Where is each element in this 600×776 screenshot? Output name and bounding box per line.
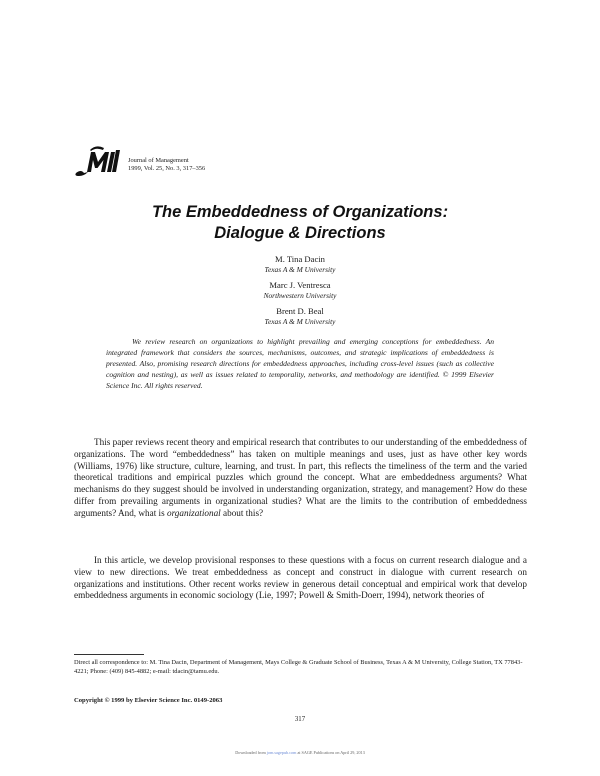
- article-title: [60, 202, 540, 244]
- body-text: This paper reviews recent theory and empirical research that contributes to our understanding of the embeddedness of organizations. The word “embeddedness” has taken on multiple meanings and uses, just as have other key words (Williams, 1976) like structure, culture, learning, and trust. In part, this reflects the timeliness of the term and the varied theoretical traditions and empirical puzzles which ground the concept. What are embeddedness arguments? What mechanisms do they suggest should be involved in understanding organization, strategy, and management? How do these differ from prevailing arguments in organizational studies? What are the limits to the contribution of embeddedness arguments? And, what is: [74, 437, 527, 518]
- author-affiliation: Texas A & M University: [264, 317, 336, 326]
- body-paragraph-1: [74, 437, 527, 520]
- author-name: Brent D. Beal: [276, 306, 324, 316]
- author-affiliation: Texas A & M University: [264, 265, 336, 274]
- footnote-divider: [74, 654, 144, 655]
- journal-citation: [128, 157, 205, 173]
- journal-logo-icon: [74, 142, 122, 178]
- download-suffix: at SAGE Publications on April 29, 2013: [296, 750, 365, 755]
- journal-volume-info: 1999, Vol. 25, No. 3, 317–356: [128, 165, 206, 172]
- abstract: We review research on organizations to highlight prevailing and emerging conceptions for embeddedness. An integrated framework that considers the sources, mechanisms, outcomes, and strategic implications of embeddedness is presented. Also, promising research directions for embeddedness approaches, including cross-level issues (such as collective cognition and nesting), as well as issues related to temporality, networks, and methodology are identified. © 1999 Elsevier Science Inc. All rights reserved.: [106, 337, 494, 390]
- title-line-2: Dialogue & Directions: [214, 224, 386, 242]
- author-name: Marc J. Ventresca: [269, 280, 331, 290]
- download-link[interactable]: jom.sagepub.com: [266, 750, 297, 755]
- title-line-1: The Embeddedness of Organizations:: [151, 203, 449, 221]
- author-affiliation: Northwestern University: [263, 291, 337, 300]
- author-name: M. Tina Dacin: [275, 254, 325, 264]
- emphasis-text: organizational: [166, 507, 221, 518]
- body-paragraph-2: In this article, we develop provisional responses to these questions with a focus on current research dialogue and a view to new directions. We treat embeddedness as concept and construct in dialogue with current research on organizations and institutions. Other recent works review in generous detail conceptual and empirical work that develop embeddedness arguments in economic sociology (Lie, 1997; Powell & Smith-Doerr, 1994), network theories of: [74, 555, 527, 601]
- download-prefix: Downloaded from: [235, 750, 267, 755]
- body-text: about this?: [220, 507, 264, 518]
- download-notice: [140, 750, 460, 755]
- copyright-line: Copyright © 1999 by Elsevier Science Inc. 0149-2063: [74, 697, 223, 704]
- correspondence-footnote: Direct all correspondence to: M. Tina Dacin, Department of Management, Mays College & Graduate School of Business, Texas A & M University, College Station, TX 77843-4221; Phone: (409) 845-4882; e-mail: tdacin@tamu.edu.: [74, 659, 523, 675]
- journal-name: Journal of Management: [128, 157, 189, 164]
- page-number: 317: [294, 716, 306, 723]
